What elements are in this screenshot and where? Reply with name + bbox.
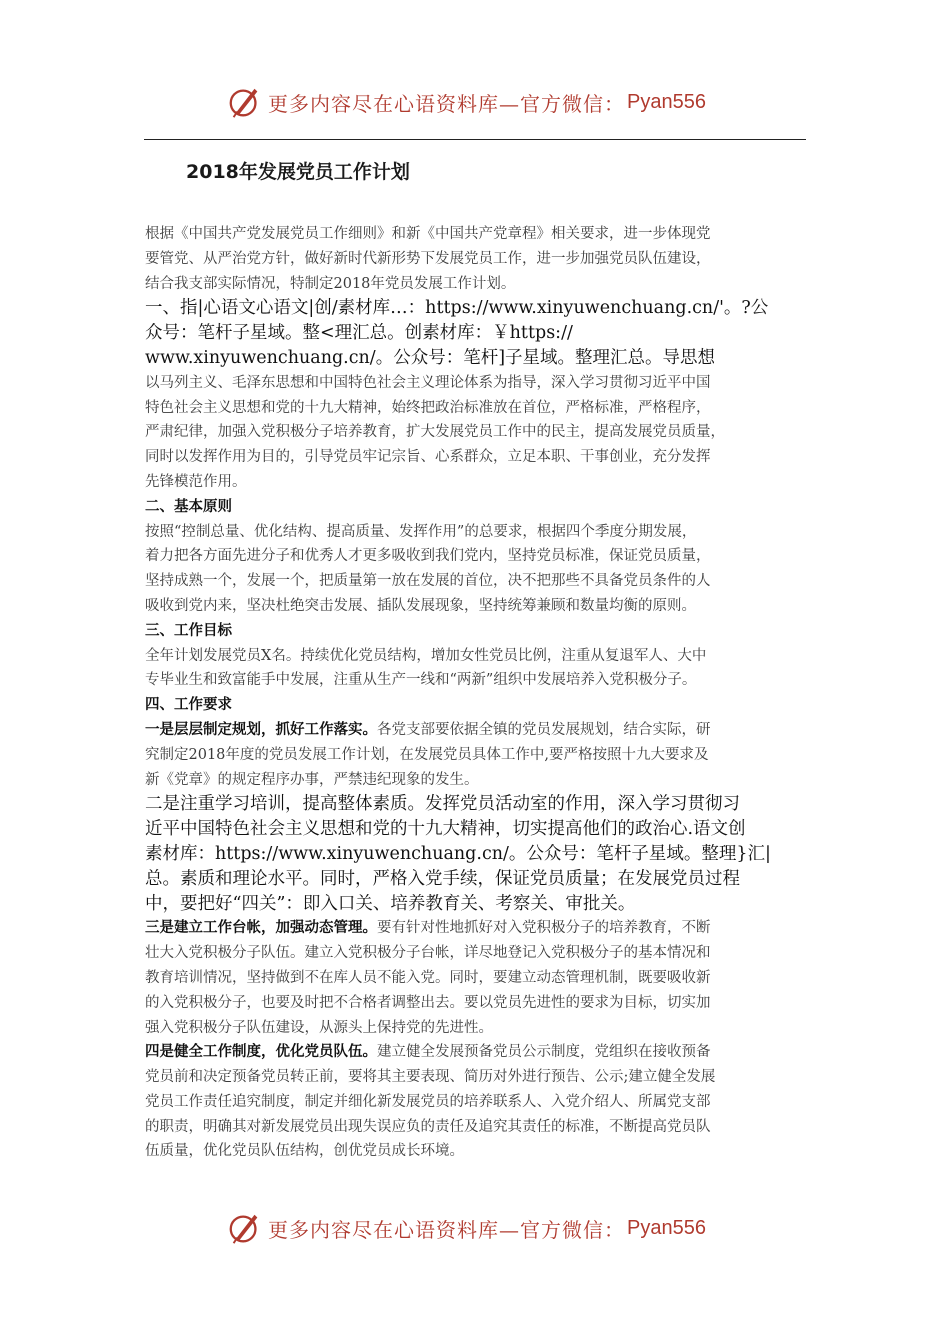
text-line: 先锋模范作用。 xyxy=(145,473,247,490)
header-divider xyxy=(144,139,806,140)
text-line: www.xinyuwenchuang.cn/。公众号：笔杆]子星域。整理汇总。导思想 xyxy=(145,347,716,368)
text-line: 的入党积极分子，也要及时把不合格者调整出去。要以党员先进性的要求为目标，切实加 xyxy=(145,994,711,1011)
text-line: 二是注重学习培训，提高整体素质。发挥党员活动室的作用，深入学习贯彻习 xyxy=(145,794,740,815)
text-line: 坚持成熟一个，发展一个，把质量第一放在发展的首位，决不把那些不具备党员条件的人 xyxy=(145,573,711,590)
text-line: 一、指|心语文心语文|创/素材库…：https://www.xinyuwenchuang.cn/'。?公 xyxy=(145,298,769,319)
text-line: 教育培训情况，坚持做到不在库人员不能入党。同时，要建立动态管理机制，既要吸收新 xyxy=(145,969,711,986)
text-line: 总。素质和理论水平。同时，严格入党手续，保证党员质量；在发展党员过程 xyxy=(145,868,740,889)
line-text: 各党支部要依据全镇的党员发展规划，结合实际，研 xyxy=(377,721,711,738)
text-line: 按照“控制总量、优化结构、提高质量、发挥作用”的总要求，根据四个季度分期发展， xyxy=(145,523,697,540)
banner-text: 更多内容尽在心语资料库—官方微信： xyxy=(268,91,625,116)
text-line: 伍质量，优化党员队伍结构，创优党员成长环境。 xyxy=(145,1143,464,1160)
text-line: 新《党章》的规定程序办事，严禁违纪现象的发生。 xyxy=(145,771,479,788)
text-line: 结合我支部实际情况，特制定2018年党员发展工作计划。 xyxy=(145,275,516,292)
quill-logo-icon xyxy=(226,83,264,121)
bold-lead-phrase: 一是层层制定规划，抓好工作落实。 xyxy=(145,721,377,738)
footer-banner xyxy=(226,1208,746,1248)
text-line: 严肃纪律，加强入党积极分子培养教育，扩大发展党员工作中的民主，提高发展党员质量， xyxy=(145,424,725,441)
banner-wechat-id: Pyan556 xyxy=(627,90,706,113)
text-line: 全年计划发展党员X名。持续优化党员结构，增加女性党员比例，注重从复退军人、大中 xyxy=(145,647,707,664)
quill-logo-icon xyxy=(226,1209,264,1247)
text-line xyxy=(145,916,807,941)
text-line: 以马列主义、毛泽东思想和中国特色社会主义理论体系为指导，深入学习贯彻习近平中国 xyxy=(145,374,711,391)
text-line: 根据《中国共产党发展党员工作细则》和新《中国共产党章程》相关要求，进一步体现党 xyxy=(145,226,711,242)
text-line xyxy=(145,718,807,743)
text-line: 着力把各方面先进分子和优秀人才更多吸收到我们党内，坚持党员标准，保证党员质量， xyxy=(145,548,711,565)
section-heading: 二、基本原则 xyxy=(145,498,232,515)
bold-lead-phrase: 三是建立工作台帐，加强动态管理。 xyxy=(145,920,377,937)
text-line: 素材库：https://www.xinyuwenchuang.cn/。公众号：笔杆子星域。整理}汇| xyxy=(145,843,771,864)
banner-wechat-id: Pyan556 xyxy=(627,1216,706,1239)
text-line: 党员前和决定预备党员转正前，要将其主要表现、简历对外进行预告、公示;建立健全发展 xyxy=(145,1069,716,1086)
banner-text: 更多内容尽在心语资料库—官方微信： xyxy=(268,1217,625,1242)
bold-lead-phrase: 四是健全工作制度，优化党员队伍。 xyxy=(145,1044,377,1061)
section-heading: 四、工作要求 xyxy=(145,697,232,714)
text-line: 专毕业生和致富能手中发展，注重从生产一线和“两新”组织中发展培养入党积极分子。 xyxy=(145,672,697,689)
text-line: 近平中国特色社会主义思想和党的十九大精神，切实提高他们的政治心.语文创 xyxy=(145,819,746,840)
text-line: 要管党、从严治党方针，做好新时代新形势下发展党员工作，进一步加强党员队伍建设， xyxy=(145,250,711,267)
text-line: 同时以发挥作用为目的，引导党员牢记宗旨、心系群众，立足本职、干事创业，充分发挥 xyxy=(145,449,711,466)
line-text: 要有针对性地抓好对入党积极分子的培养教育，不断 xyxy=(377,920,711,937)
header-banner xyxy=(226,82,746,122)
section-heading: 三、工作目标 xyxy=(145,622,232,639)
text-line: 壮大入党积极分子队伍。建立入党积极分子台帐，详尽地登记入党积极分子的基本情况和 xyxy=(145,945,711,962)
text-line: 中，要把好“四关”：即入口关、培养教育关、考察关、审批关。 xyxy=(145,893,636,914)
document-body xyxy=(145,222,807,1164)
text-line: 强入党积极分子队伍建设，从源头上保持党的先进性。 xyxy=(145,1019,493,1036)
text-line: 吸收到党内来，坚决杜绝突击发展、插队发展现象，坚持统筹兼顾和数量均衡的原则。 xyxy=(145,597,696,614)
text-line xyxy=(145,1040,807,1065)
text-line: 特色社会主义思想和党的十九大精神，始终把政治标准放在首位，严格标准，严格程序， xyxy=(145,399,711,416)
text-line: 究制定2018年度的党员发展工作计划，在发展党员具体工作中,要严格按照十九大要求及 xyxy=(145,746,709,763)
text-line: 众号：笔杆子星域。整<理汇总。创素材库：￥https:// xyxy=(145,323,573,344)
document-title: 2018年发展党员工作计划 xyxy=(186,161,410,183)
text-line: 党员工作责任追究制度，制定并细化新发展党员的培养联系人、入党介绍人、所属党支部 xyxy=(145,1093,711,1110)
text-line: 的职责，明确其对新发展党员出现失误应负的责任及追究其责任的标准，不断提高党员队 xyxy=(145,1118,711,1135)
line-text: 建立健全发展预备党员公示制度，党组织在接收预备 xyxy=(377,1044,711,1061)
